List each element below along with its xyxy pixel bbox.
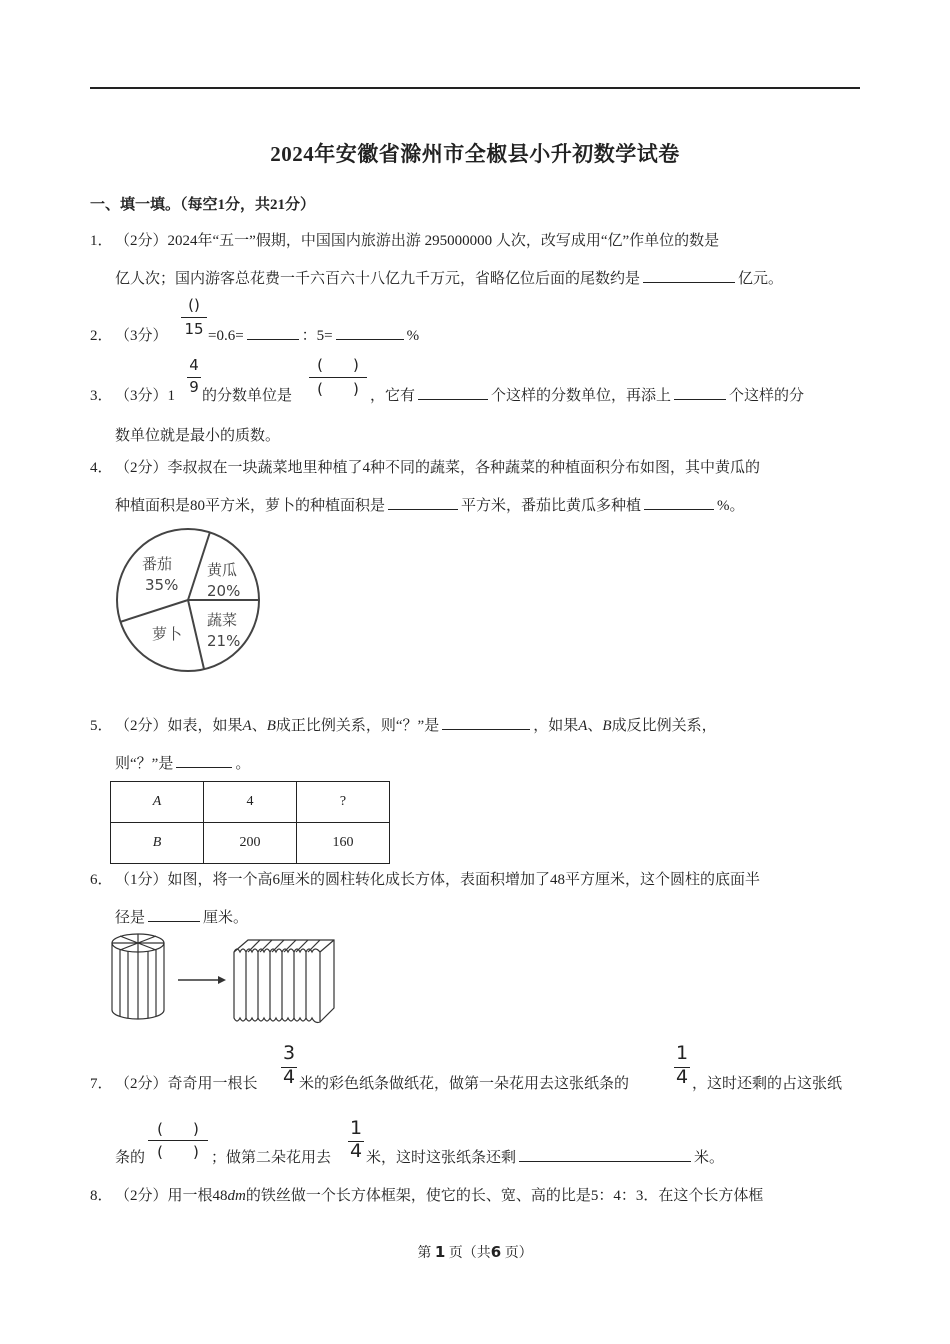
answer-paren-denominator[interactable]: ( ): [317, 380, 359, 398]
table-row: [111, 782, 390, 823]
question-5-line1: （2分）如表，如果A、B成正比例关系，则“？”是 ，如果A、B成反比例关系，: [115, 714, 717, 735]
question-7-line2a: 条的: [115, 1150, 146, 1166]
question-4-line1: （2分）李叔叔在一块蔬菜地里种植了4种不同的蔬菜，各种蔬菜的种植面积分布如图，其中黄瓜的: [115, 460, 761, 476]
question-6-line2: 径是 厘米。: [115, 906, 248, 927]
question-1-line1: （2分）2024年“五一”假期，中国国内旅游出游 295000000 人次，改写成用“亿”作单位的数是: [115, 233, 720, 249]
question-6-number: 6．: [90, 872, 113, 888]
question-7-line2b: ；做第二朵花用去: [211, 1150, 332, 1166]
question-1-line2: 亿人次；国内游客总花费一千六百六十八亿九千万元，省略亿位后面的尾数约是 亿元。: [115, 267, 783, 288]
fraction-bar: [181, 317, 207, 318]
pie-value-cucumber: 20%: [207, 582, 241, 600]
section-heading: 一、填一填。（每空1分，共21分）: [90, 197, 316, 213]
table-cell: 4: [204, 782, 297, 823]
fraction-denominator: 15: [184, 320, 204, 338]
question-7-text-c: ，这时还剩的占这张纸: [692, 1076, 843, 1092]
fraction-numerator: 3: [282, 1042, 296, 1064]
answer-paren-numerator[interactable]: ( ): [157, 1120, 199, 1138]
answer-blank[interactable]: [148, 906, 200, 922]
question-3-line2: 数单位就是最小的质数。: [115, 428, 281, 444]
arrow-icon: [178, 976, 226, 984]
question-7-text-a: （2分）奇奇用一根长: [115, 1076, 258, 1092]
answer-blank[interactable]: [643, 267, 735, 283]
fraction-denominator: 4: [282, 1066, 296, 1088]
page-footer: 第 1 页（共6 页）: [417, 1243, 533, 1261]
question-3-score: （3分）1: [115, 388, 176, 404]
pie-label-cucumber: 黄瓜: [207, 561, 238, 579]
question-4-number: 4．: [90, 460, 113, 476]
answer-blank[interactable]: [176, 752, 232, 768]
answer-blank[interactable]: [336, 324, 404, 340]
fraction-denominator: 4: [349, 1140, 363, 1162]
fraction-numerator: 1: [675, 1042, 689, 1064]
answer-blank[interactable]: [418, 384, 488, 400]
cylinder-figure: [112, 934, 164, 1019]
fraction-denominator: 4: [675, 1066, 689, 1088]
vegetable-pie-chart: [112, 524, 264, 676]
mixed-fraction-numerator: 4: [189, 356, 199, 374]
fraction-numerator: 1: [349, 1117, 363, 1139]
table-row: [111, 823, 390, 864]
proportion-table: [110, 781, 390, 864]
question-2-text: =0.6= ：5= %: [208, 324, 419, 345]
pie-label-vegetables: 蔬菜: [207, 611, 238, 629]
question-4-line2: 种植面积是80平方米，萝卜的种植面积是 平方米，番茄比黄瓜多种植 %。: [115, 494, 745, 515]
pie-value-vegetables: 21%: [207, 632, 241, 650]
table-cell: 200: [204, 823, 297, 864]
pie-label-radish: 萝卜: [152, 625, 183, 643]
answer-paren-numerator[interactable]: ( ): [317, 356, 359, 374]
pie-value-tomato: 35%: [145, 576, 179, 594]
table-cell: 160: [297, 823, 390, 864]
question-2-number: 2．: [90, 328, 113, 344]
answer-paren-denominator[interactable]: ( ): [157, 1143, 199, 1161]
page-title: 2024年安徽省滁州市全椒县小升初数学试卷: [270, 142, 680, 166]
cuboid-figure: [234, 940, 334, 1023]
answer-blank[interactable]: [674, 384, 726, 400]
question-5-number: 5．: [90, 718, 113, 734]
question-1-number: 1．: [90, 233, 113, 249]
question-8-number: 8．: [90, 1188, 113, 1204]
fraction-numerator: (): [188, 296, 200, 314]
table-cell: ?: [297, 782, 390, 823]
question-6-line1: （1分）如图，将一个高6厘米的圆柱转化成长方体，表面积增加了48平方厘米，这个圆柱的底面半: [115, 872, 761, 888]
answer-blank[interactable]: [519, 1146, 691, 1162]
answer-blank[interactable]: [442, 714, 530, 730]
question-3-text-b: ，它有 个这样的分数单位，再添上 个这样的分: [370, 384, 804, 405]
question-7-line2c: 米，这时这张纸条还剩 米。: [366, 1146, 724, 1167]
pie-label-tomato: 番茄: [142, 555, 173, 573]
cylinder-to-cuboid-figure: [108, 930, 340, 1026]
table-cell: A: [111, 782, 204, 823]
question-3-text-a: 的分数单位是: [202, 388, 293, 404]
question-7-text-b: 米的彩色纸条做纸花，做第一朵花用去这张纸条的: [299, 1076, 630, 1092]
answer-blank[interactable]: [247, 324, 299, 340]
question-7-number: 7．: [90, 1076, 113, 1092]
header-rule: [90, 87, 860, 89]
answer-blank[interactable]: [644, 494, 714, 510]
mixed-fraction-denominator: 9: [189, 378, 199, 396]
question-3-number: 3．: [90, 388, 113, 404]
table-cell: B: [111, 823, 204, 864]
question-5-line2: 则“？”是 。: [115, 752, 250, 773]
answer-blank[interactable]: [388, 494, 458, 510]
question-8-line1: （2分）用一根48dm的铁丝做一个长方体框架，使它的长、宽、高的比是5：4：3．在这个长方体框: [115, 1188, 764, 1204]
question-2-score: （3分）: [115, 328, 168, 344]
